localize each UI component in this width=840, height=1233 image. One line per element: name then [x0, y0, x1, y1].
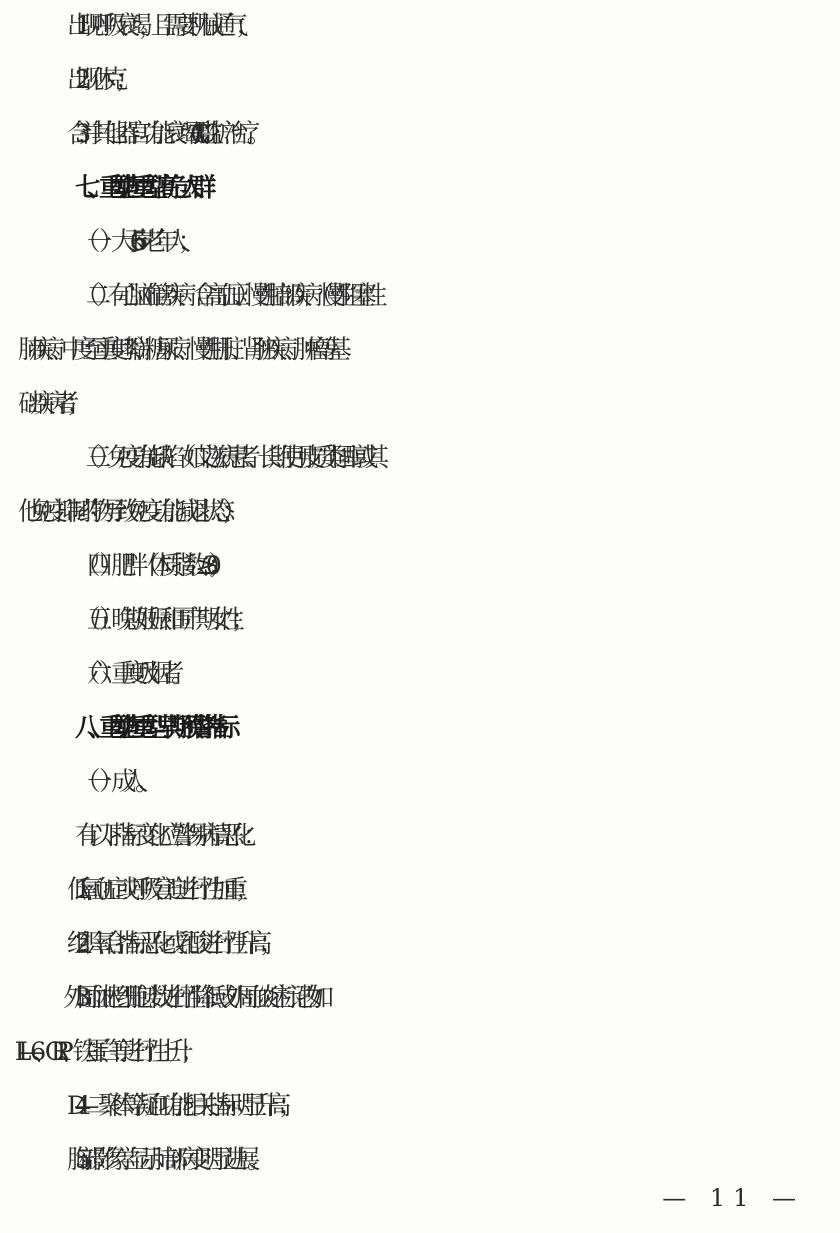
text-line: （一）成人。 — [75, 767, 148, 797]
text-line: 4. D—二聚体等凝血功能相关指标明显升高； — [75, 1091, 290, 1121]
text-line: （五）晚期妊娠和围产期女性； — [75, 605, 244, 635]
text-line: 础疾病者； — [18, 389, 79, 419]
text-line: （二）有心脑血管疾病（含高血压）、慢性肺部疾病（慢性阻塞性 — [75, 281, 373, 311]
text-line: （三）免疫功能缺陷（如艾滋病患者、长期使用皮质类固醇或其 — [75, 443, 375, 473]
text-line: 3. 外周血淋巴细胞计数进行性降低或外周血炎症标记物如 — [75, 983, 320, 1013]
section-heading: 八、重型/危重型早期预警指标 — [75, 713, 227, 743]
text-line: （一）大于 65 岁老年人； — [75, 227, 190, 257]
text-line: 肺疾病、中度至重度哮喘）、糖尿病、慢性肝脏、肾脏疾病、肿瘤等基 — [18, 335, 337, 365]
text-line: （六）重度吸烟者。 — [75, 659, 184, 689]
page-number: — 11 — — [662, 1184, 804, 1212]
text-line: 1. 低氧血症或呼吸窘迫进行性加重； — [75, 875, 247, 905]
text-line: 2. 组织氧合指标恶化或乳酸进行性升高； — [75, 929, 271, 959]
text-line: 3. 合并其他器官功能衰竭需 ICU 监护治疗。 — [75, 119, 259, 149]
text-line: 有以下指标变化应警惕病情恶化： — [75, 821, 256, 851]
text-line: 1. 出现呼吸衰竭，且需要机械通气； — [75, 11, 247, 41]
text-line: IL—6、CRP、铁蛋白等进行性上升； — [18, 1037, 193, 1067]
text-line: （四）肥胖（体质指数≥30）； — [75, 551, 220, 581]
text-line: 他免疫抑制药物导致免疫功能减退状态）； — [18, 497, 234, 527]
text-line: 5. 胸部影像学显示肺部病变明显进展。 — [75, 1145, 259, 1175]
text-line: 2. 出现休克； — [75, 65, 127, 95]
section-heading: 七、重型/危重型高危人群 — [75, 173, 203, 203]
